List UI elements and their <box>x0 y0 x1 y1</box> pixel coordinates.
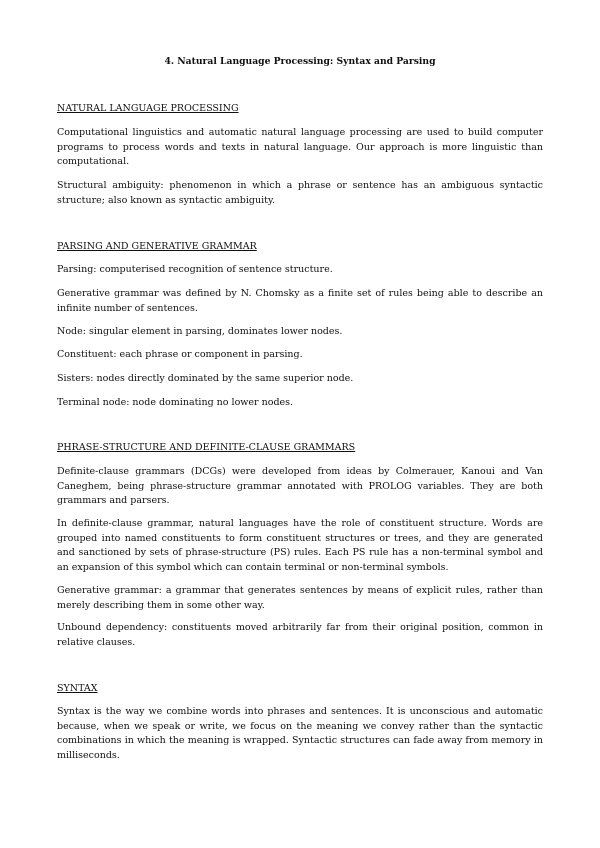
paragraph: Generative grammar was defined by N. Chomsky as a finite set of rules being able to describe an infinite number of sentences. <box>57 288 543 314</box>
paragraph: Structural ambiguity: phenomenon in which a phrase or sentence has an ambiguous syntactic structure; also known as syntactic ambiguity. <box>57 180 543 206</box>
section-heading-parsing-and-generative-grammar: PARSING AND GENERATIVE GRAMMAR <box>57 241 257 252</box>
paragraph: Parsing: computerised recognition of sentence structure. <box>57 264 333 275</box>
paragraph: Definite-clause grammars (DCGs) were developed from ideas by Colmerauer, Kanoui and Van Caneghem, being phrase-structure grammar annotated with PROLOG variables. They are both grammars and parsers. <box>57 466 543 507</box>
paragraph: Syntax is the way we combine words into phrases and sentences. It is unconscious and automatic because, when we speak or write, we focus on the meaning we convey rather than the syntactic combinations in which the meaning is wrapped. Syntactic structures can fade away from memory in milliseconds. <box>57 706 543 761</box>
paragraph: Sisters: nodes directly dominated by the same superior node. <box>57 373 354 384</box>
paragraph: In definite-clause grammar, natural languages have the role of constituent structure. Words are grouped into named constituents to form constituent structures or trees, and they are generated and sanctioned by sets of phrase-structure (PS) rules. Each PS rule has a non-terminal symbol and an expansion of this symbol which can contain terminal or non-terminal symbols. <box>57 518 543 573</box>
paragraph: Terminal node: node dominating no lower nodes. <box>57 397 294 408</box>
paragraph: Computational linguistics and automatic natural language processing are used to build computer programs to process words and texts in natural language. Our approach is more linguistic than computational. <box>57 127 543 168</box>
document-title: 4. Natural Language Processing: Syntax and Parsing <box>164 56 436 67</box>
paragraph: Constituent: each phrase or component in parsing. <box>57 349 303 360</box>
section-heading-syntax: SYNTAX <box>57 683 98 694</box>
section-heading-phrase-structure-grammars: PHRASE-STRUCTURE AND DEFINITE-CLAUSE GRAMMARS <box>57 442 356 453</box>
paragraph: Unbound dependency: constituents moved arbitrarily far from their original position, common in relative clauses. <box>57 622 543 648</box>
section-heading-natural-language-processing: NATURAL LANGUAGE PROCESSING <box>57 103 239 114</box>
paragraph: Node: singular element in parsing, dominates lower nodes. <box>57 326 343 337</box>
paragraph: Generative grammar: a grammar that generates sentences by means of explicit rules, rather than merely describing them in some other way. <box>57 585 543 611</box>
